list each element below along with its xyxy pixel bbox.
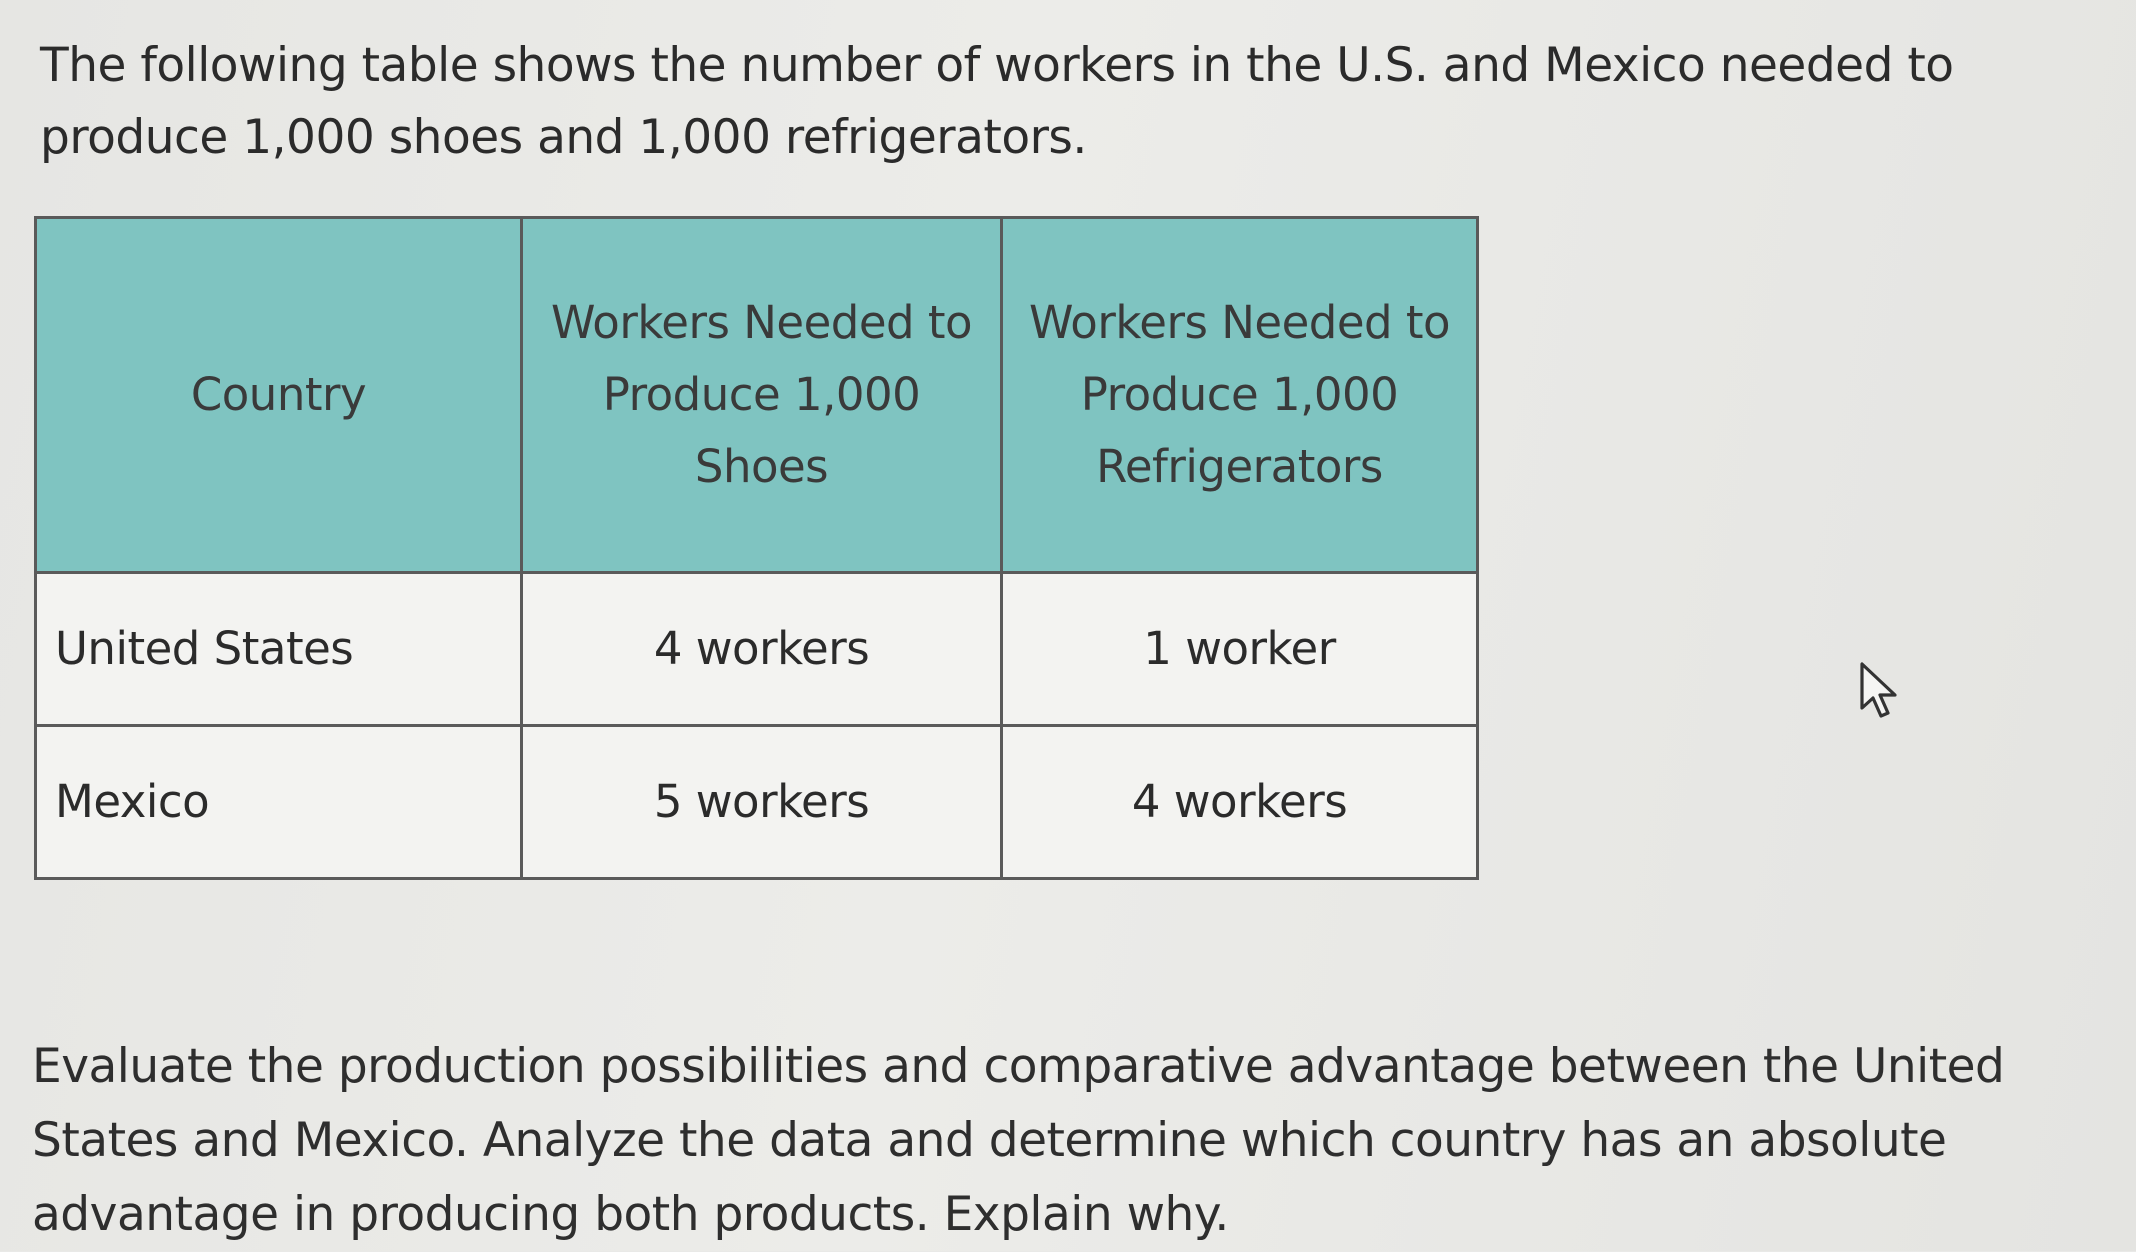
cell-refrigerators: 1 worker <box>1002 573 1478 726</box>
table-row <box>36 573 1478 726</box>
intro-text: The following table shows the number of workers in the U.S. and Mexico needed to produce 1,000 shoes and 1,000 refrigerators. <box>40 38 1954 165</box>
cell-shoes: 4 workers <box>522 573 1002 726</box>
header-refrigerators: Workers Needed to Produce 1,000 Refrigerators <box>1002 218 1478 573</box>
cell-shoes: 5 workers <box>522 726 1002 879</box>
workers-table-container <box>34 216 1479 880</box>
table-header-row <box>36 218 1478 573</box>
cell-country: Mexico <box>36 726 522 879</box>
header-shoes: Workers Needed to Produce 1,000 Shoes <box>522 218 1002 573</box>
cell-refrigerators: 4 workers <box>1002 726 1478 879</box>
table-row <box>36 726 1478 879</box>
header-country: Country <box>36 218 522 573</box>
question-text: Evaluate the production possibilities and comparative advantage between the United States and Mexico. Analyze the data and determine which country has an absolute advantage in producing both products. Explain why. <box>32 1039 2005 1242</box>
cell-country: United States <box>36 573 522 726</box>
mouse-pointer-icon <box>1858 660 1902 722</box>
workers-table <box>34 216 1479 880</box>
